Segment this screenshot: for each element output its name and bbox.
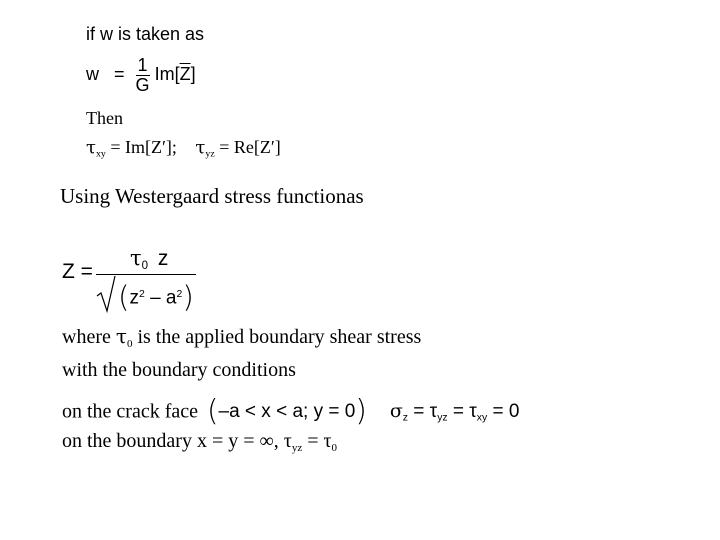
- crack-text: on the crack face: [62, 400, 204, 423]
- boundary-text: on the boundary x = y = ∞, τ: [62, 430, 292, 452]
- sigma-sub: z: [402, 413, 409, 425]
- sub-xy: xy: [95, 148, 106, 160]
- boundary-tau-sub: yz: [291, 441, 303, 454]
- im-zprime: = Im[Z′];: [110, 137, 177, 157]
- condition-text: if w is taken as: [86, 24, 205, 44]
- z-numerator: [130, 246, 168, 272]
- condition-line: [86, 24, 204, 45]
- eq-tau-2: = τ: [447, 401, 477, 423]
- z-denominator: [118, 280, 194, 314]
- crack-condition-text: –a < x < a; y = 0: [218, 401, 356, 423]
- z-equals: Z =: [62, 260, 93, 283]
- crack-condition: [207, 394, 367, 428]
- z-var: z: [157, 247, 169, 270]
- equals-sign: =: [114, 64, 125, 85]
- where-tau: τ: [115, 324, 127, 348]
- sqrt-sign-icon: [96, 275, 118, 315]
- where-text: where: [62, 326, 116, 348]
- w-equation: [86, 56, 196, 95]
- heading-text: Using Westergaard stress functionas: [60, 184, 364, 208]
- stress-relations: [86, 137, 281, 159]
- cond-paren-close: ): [355, 394, 367, 428]
- with-line: [62, 359, 296, 382]
- frac-denominator: G: [135, 74, 150, 95]
- cond-paren-open: (: [207, 394, 219, 428]
- den-z: z: [129, 287, 139, 309]
- where-tau-sub: 0: [126, 337, 133, 350]
- boundary-line: [62, 430, 337, 454]
- boundary-tau0-sub: 0: [331, 441, 338, 454]
- im-close: ]: [190, 64, 196, 85]
- where-rest: is the applied boundary shear stress: [132, 326, 422, 348]
- tau0-symbol: τ: [130, 246, 142, 270]
- tau-xy-symbol: τ: [86, 137, 96, 158]
- tau0-sub: 0: [141, 260, 149, 273]
- tau-yz-symbol: τ: [195, 137, 206, 158]
- im-label: Im[: [154, 64, 180, 85]
- den-exp1: 2: [139, 289, 145, 301]
- eq-zero: = 0: [487, 401, 520, 423]
- one-over-g: [136, 56, 150, 95]
- paren-close: ): [182, 280, 194, 314]
- eq-tau-1: = τ: [408, 401, 438, 423]
- frac-numerator: 1: [137, 55, 148, 75]
- z-bar: $\overline{Z}$: [179, 64, 191, 85]
- sigma-symbol: σ: [389, 400, 403, 423]
- z-lhs: [62, 260, 93, 284]
- where-line: [62, 324, 421, 350]
- re-zprime: = Re[Z′]: [219, 137, 281, 157]
- with-text: with the boundary conditions: [62, 359, 296, 381]
- then-line: [86, 108, 123, 129]
- tau-xy-sub: xy: [476, 413, 488, 425]
- paren-open: (: [118, 280, 130, 314]
- crack-face-line: [62, 394, 519, 428]
- then-text: Then: [86, 108, 123, 128]
- tau-yz-sub: yz: [437, 413, 448, 425]
- westergaard-heading: [60, 184, 364, 209]
- boundary-equalities: [389, 400, 520, 425]
- den-minus-a: – a: [144, 287, 177, 309]
- w-symbol: w: [86, 64, 99, 85]
- boundary-eq: = τ: [302, 430, 332, 452]
- sub-yz: yz: [205, 148, 215, 160]
- den-exp2: 2: [176, 289, 183, 301]
